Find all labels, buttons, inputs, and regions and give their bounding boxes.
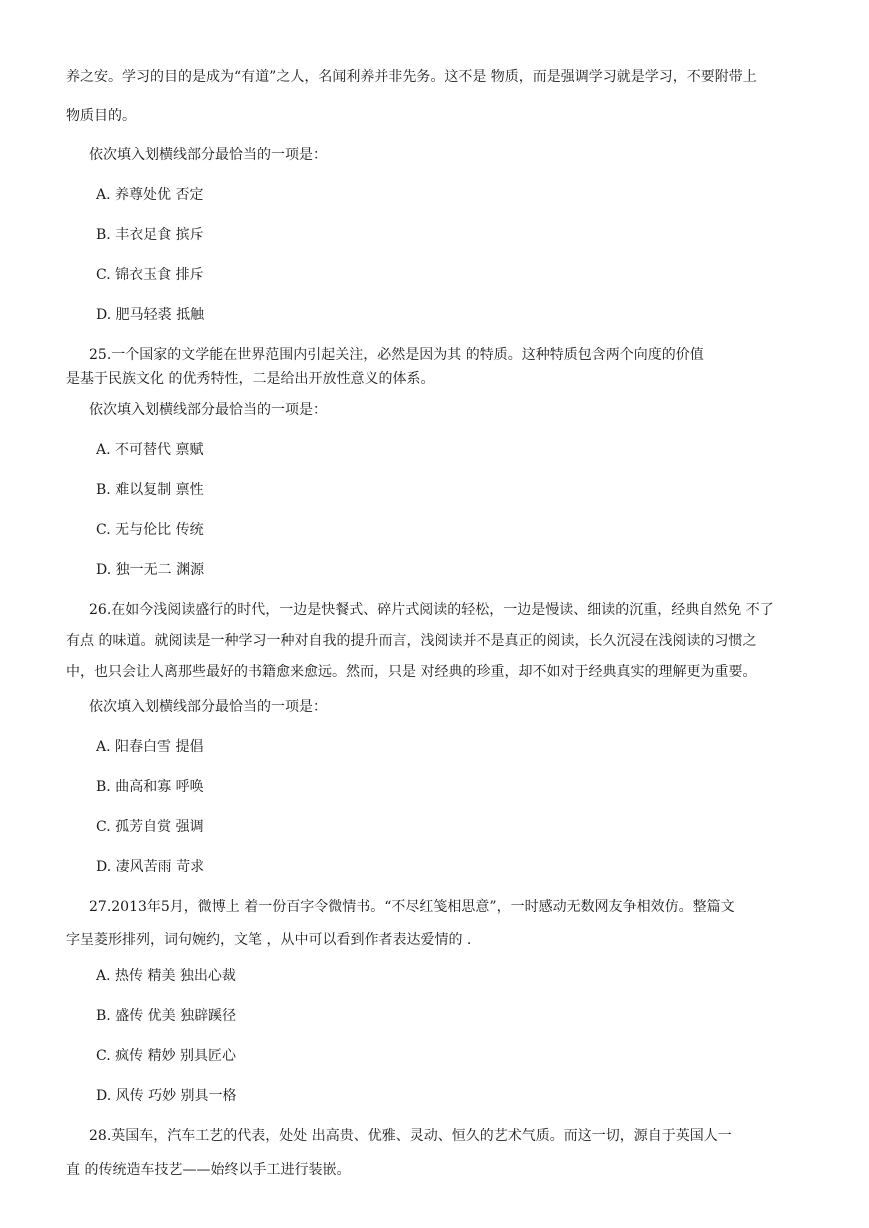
q24-option-a: A. 养尊处优 否定 bbox=[96, 187, 204, 203]
q27-option-a: A. 热传 精美 独出心裁 bbox=[96, 968, 236, 984]
q24-line-1: 养之安。学习的目的是成为“有道”之人，名闻利养并非先务。这不是 物质，而是强调学习就是学习，不要附带上 bbox=[66, 69, 757, 85]
q25-line-2: 是基于民族文化 的优秀特性，二是给出开放性意义的体系。 bbox=[66, 371, 435, 387]
q24-option-c: C. 锦衣玉食 排斥 bbox=[96, 267, 204, 283]
q26-option-b: B. 曲高和寡 呼唤 bbox=[96, 779, 204, 795]
q28-line-2: 直 的传统造车技艺——始终以手工进行装嵌。 bbox=[66, 1162, 351, 1178]
q24-line-2: 物质目的。 bbox=[66, 108, 136, 124]
q24-option-d: D. 肥马轻裘 抵触 bbox=[96, 307, 205, 323]
q26-line-2: 有点 的味道。就阅读是一种学习一种对自我的提升而言，浅阅读并不是真正的阅读，长久沉浸在浅阅读的习惯之 bbox=[66, 633, 757, 649]
q25-option-c: C. 无与伦比 传统 bbox=[96, 522, 204, 538]
q27-line-1: 27.2013年5月，微博上 着一份百字令微情书。“不尽红笺相思意”，一时感动无数网友争相效仿。整篇文 bbox=[89, 899, 735, 915]
q26-line-1: 26.在如今浅阅读盛行的时代，一边是快餐式、碎片式阅读的轻松，一边是慢读、细读的沉重，经典自然免 不了 bbox=[89, 602, 774, 618]
q27-option-d: D. 风传 巧妙 别具一格 bbox=[96, 1088, 237, 1104]
q26-option-c: C. 孤芳自赏 强调 bbox=[96, 819, 204, 835]
q25-option-b: B. 难以复制 禀性 bbox=[96, 482, 204, 498]
q27-line-2: 字呈菱形排列，词句婉约，文笔 ，从中可以看到作者表达爱情的 . bbox=[66, 932, 472, 948]
q25-line-1: 25.一个国家的文学能在世界范围内引起关注，必然是因为其 的特质。这种特质包含两个向度的价值 bbox=[89, 347, 704, 363]
q26-option-a: A. 阳春白雪 提倡 bbox=[96, 739, 204, 755]
q24-option-b: B. 丰衣足食 摈斥 bbox=[96, 227, 204, 243]
q24-prompt: 依次填入划横线部分最恰当的一项是： bbox=[89, 147, 327, 163]
q26-prompt: 依次填入划横线部分最恰当的一项是： bbox=[89, 699, 327, 715]
q25-prompt: 依次填入划横线部分最恰当的一项是： bbox=[89, 402, 327, 418]
q26-line-3: 中，也只会让人离那些最好的书籍愈来愈远。然而，只是 对经典的珍重，却不如对于经典真实的理解更为重要。 bbox=[66, 664, 757, 680]
q28-line-1: 28.英国车，汽车工艺的代表，处处 出高贵、优雅、灵动、恒久的艺术气质。而这一切，源自于英国人一 bbox=[89, 1128, 732, 1144]
q27-option-c: C. 疯传 精妙 别具匠心 bbox=[96, 1048, 237, 1064]
q25-option-a: A. 不可替代 禀赋 bbox=[96, 442, 204, 458]
q25-option-d: D. 独一无二 渊源 bbox=[96, 562, 205, 578]
q26-option-d: D. 凄风苦雨 苛求 bbox=[96, 859, 205, 875]
q27-option-b: B. 盛传 优美 独辟蹊径 bbox=[96, 1008, 237, 1024]
